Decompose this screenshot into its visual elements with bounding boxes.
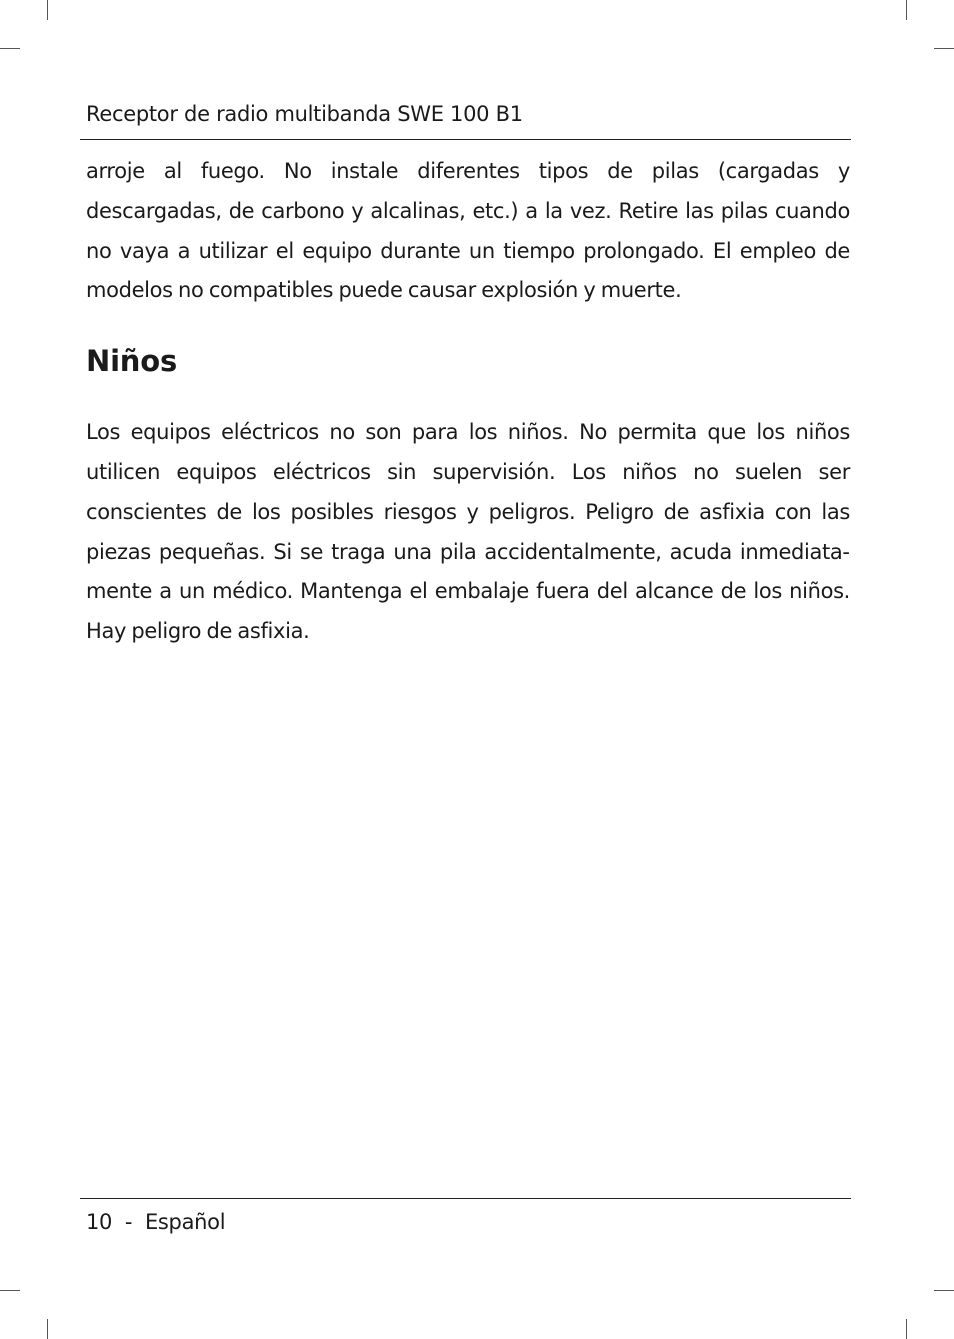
- crop-mark: [0, 1290, 20, 1291]
- page-content: [86, 152, 850, 652]
- page-footer: [86, 1208, 225, 1236]
- page-number: 10: [86, 1210, 113, 1234]
- crop-mark: [906, 1319, 907, 1339]
- crop-mark: [0, 48, 20, 49]
- running-header: Receptor de radio multibanda SWE 100 B1: [86, 102, 523, 126]
- footer-separator: -: [124, 1210, 133, 1234]
- crop-mark: [934, 1290, 954, 1291]
- crop-mark: [47, 0, 48, 20]
- section-heading-children: Niños: [86, 344, 178, 379]
- header-divider: [80, 139, 851, 140]
- crop-mark: [906, 0, 907, 20]
- crop-mark: [47, 1319, 48, 1339]
- crop-mark: [934, 48, 954, 49]
- paragraph-children-safety: Los equipos eléctricos no son para los niños. No permita que los niños utilicen equipos eléctricos sin supervisión. Los niños no suelen ser conscientes de los posibles riesgos y peligros. Peligro de asfixia con las piezas pequeñas. Si se traga una pila accidentalmente, acuda inmediatamente a un médico. Mantenga el embalaje fuera del alcance de los niños. Hay peligro de asfixia.: [86, 420, 850, 644]
- paragraph-battery-warning: arroje al fuego. No instale diferentes tipos de pilas (cargadas y descargadas, de carbono y alcalinas, etc.) a la vez. Retire las pilas cuando no vaya a utilizar el equipo durante un tiempo prolongado. El empleo de modelos no compatibles puede causar explosión y muerte.: [86, 159, 850, 303]
- footer-language: Español: [144, 1210, 226, 1234]
- footer-divider: [80, 1198, 851, 1199]
